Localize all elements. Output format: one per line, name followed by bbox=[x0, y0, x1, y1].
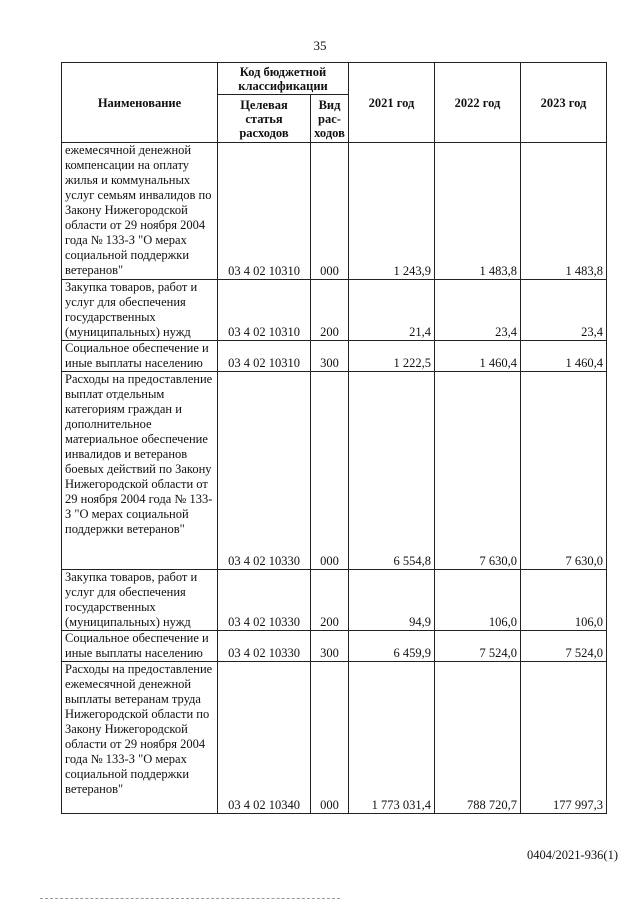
header-target-article: Целевая статья расходов bbox=[218, 95, 311, 143]
row-2022: 788 720,7 bbox=[435, 662, 521, 814]
scan-artifact-line bbox=[40, 898, 340, 900]
header-name: Наименование bbox=[62, 63, 218, 143]
row-2023: 1 460,4 bbox=[521, 341, 607, 372]
row-name: Расходы на предоставление выплат отдельным категориям граждан и дополнительное материальное обеспечение инвалидов и ветеранов боевых действий по Закону Нижегородской области от 29 ноября 2004 года № 133-З "О мерах социальной поддержки ветеранов" bbox=[62, 372, 218, 570]
table-row bbox=[62, 570, 607, 631]
table-row bbox=[62, 341, 607, 372]
row-2021: 6 459,9 bbox=[349, 631, 435, 662]
row-2022: 7 524,0 bbox=[435, 631, 521, 662]
table-row bbox=[62, 372, 607, 570]
row-type: 200 bbox=[311, 280, 349, 341]
row-code: 03 4 02 10310 bbox=[218, 341, 311, 372]
row-type: 000 bbox=[311, 372, 349, 570]
row-name: Закупка товаров, работ и услуг для обеспечения государственных (муниципальных) нужд bbox=[62, 570, 218, 631]
row-type: 000 bbox=[311, 143, 349, 280]
row-code: 03 4 02 10340 bbox=[218, 662, 311, 814]
row-2022: 23,4 bbox=[435, 280, 521, 341]
row-2023: 1 483,8 bbox=[521, 143, 607, 280]
header-budget-code: Код бюджетной классификации bbox=[218, 63, 349, 95]
row-2021: 1 773 031,4 bbox=[349, 662, 435, 814]
row-2023: 23,4 bbox=[521, 280, 607, 341]
row-name: Социальное обеспечение и иные выплаты населению bbox=[62, 341, 218, 372]
row-2022: 106,0 bbox=[435, 570, 521, 631]
header-2023: 2023 год bbox=[521, 63, 607, 143]
table-row bbox=[62, 631, 607, 662]
row-name: ежемесячной денежной компенсации на оплату жилья и коммунальных услуг семьям инвалидов по Закону Нижегородской области от 29 ноября 2004 года № 133-З "О мерах социальной поддержки ветеранов" bbox=[62, 143, 218, 280]
header-expense-type: Вид рас-ходов bbox=[311, 95, 349, 143]
row-2022: 7 630,0 bbox=[435, 372, 521, 570]
row-2023: 7 630,0 bbox=[521, 372, 607, 570]
row-code: 03 4 02 10330 bbox=[218, 372, 311, 570]
row-type: 300 bbox=[311, 341, 349, 372]
header-2021: 2021 год bbox=[349, 63, 435, 143]
row-code: 03 4 02 10330 bbox=[218, 631, 311, 662]
row-name: Расходы на предоставление ежемесячной денежной выплаты ветеранам труда Нижегородской области по Закону Нижегородской области от 29 ноября 2004 года № 133-З "О мерах социальной поддержки ветеранов" bbox=[62, 662, 218, 814]
row-name: Социальное обеспечение и иные выплаты населению bbox=[62, 631, 218, 662]
row-2022: 1 460,4 bbox=[435, 341, 521, 372]
row-2023: 7 524,0 bbox=[521, 631, 607, 662]
row-2021: 6 554,8 bbox=[349, 372, 435, 570]
row-type: 000 bbox=[311, 662, 349, 814]
table-row bbox=[62, 280, 607, 341]
row-2021: 1 222,5 bbox=[349, 341, 435, 372]
table-row bbox=[62, 143, 607, 280]
row-2021: 21,4 bbox=[349, 280, 435, 341]
row-code: 03 4 02 10330 bbox=[218, 570, 311, 631]
row-2023: 106,0 bbox=[521, 570, 607, 631]
budget-table bbox=[61, 62, 607, 814]
row-type: 200 bbox=[311, 570, 349, 631]
row-name: Закупка товаров, работ и услуг для обеспечения государственных (муниципальных) нужд bbox=[62, 280, 218, 341]
row-type: 300 bbox=[311, 631, 349, 662]
row-2021: 1 243,9 bbox=[349, 143, 435, 280]
row-2021: 94,9 bbox=[349, 570, 435, 631]
row-code: 03 4 02 10310 bbox=[218, 143, 311, 280]
page-number: 35 bbox=[313, 38, 327, 53]
table-row bbox=[62, 662, 607, 814]
row-2022: 1 483,8 bbox=[435, 143, 521, 280]
row-2023: 177 997,3 bbox=[521, 662, 607, 814]
document-code: 0404/2021-936(1) bbox=[527, 848, 618, 862]
row-code: 03 4 02 10310 bbox=[218, 280, 311, 341]
header-2022: 2022 год bbox=[435, 63, 521, 143]
